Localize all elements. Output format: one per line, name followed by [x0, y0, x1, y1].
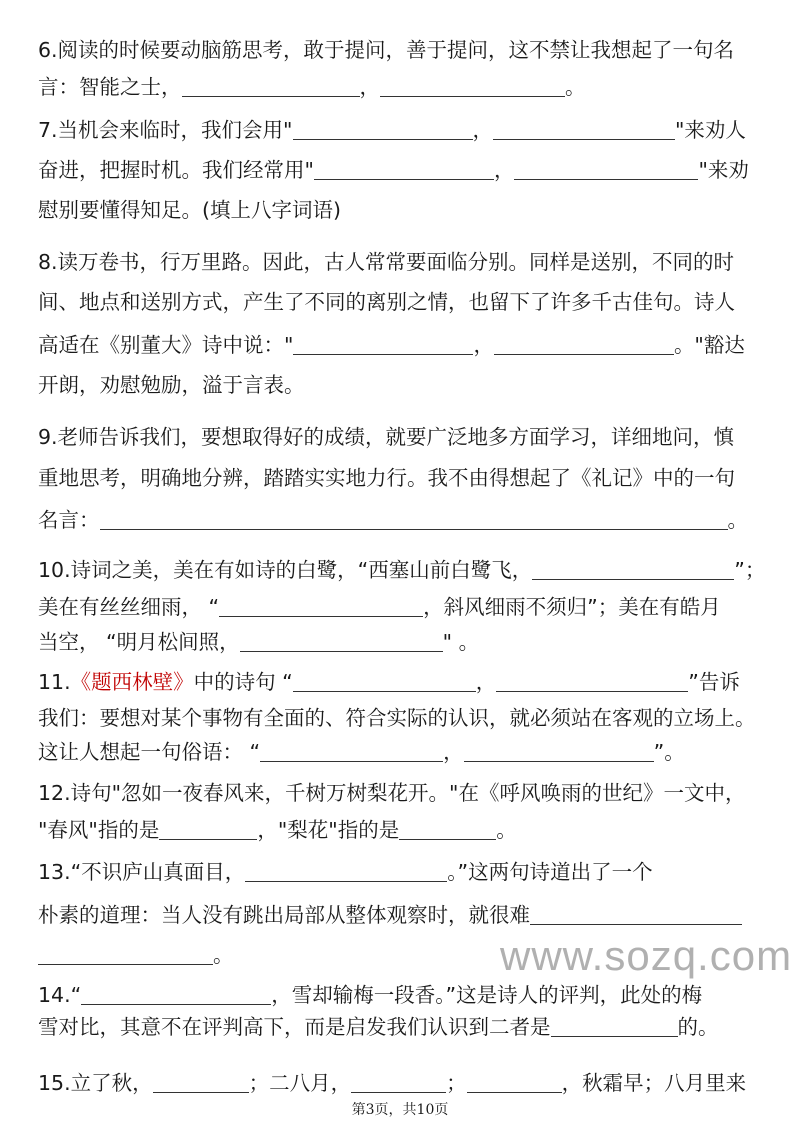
q9-line1: 9.老师告诉我们，要想取得好的成绩，就要广泛地多方面学习，详细地问，慎 — [38, 425, 735, 449]
answer-blank[interactable] — [551, 1016, 678, 1037]
answer-blank[interactable] — [464, 741, 654, 762]
text: ，雪却输梅一段香。”这是诗人的评判，此处的梅 — [271, 983, 703, 1007]
answer-blank[interactable] — [245, 861, 447, 882]
text: ”； — [734, 558, 766, 582]
text: " 。 — [442, 630, 480, 654]
text: ， — [475, 670, 497, 694]
text: ，"梨花"指的是 — [257, 818, 400, 842]
answer-blank[interactable] — [159, 819, 257, 840]
answer-blank[interactable] — [399, 819, 496, 840]
text: 中的诗句 “ — [193, 670, 293, 694]
answer-blank[interactable] — [293, 119, 473, 140]
page-number: 第3页，共10页 — [351, 1102, 449, 1118]
answer-blank[interactable] — [514, 159, 698, 180]
q7-line3: 慰别要懂得知足。(填上八字词语) — [38, 198, 341, 222]
q6-line2 — [38, 73, 586, 101]
answer-blank[interactable] — [496, 671, 688, 692]
text: 的。 — [677, 1015, 719, 1039]
text: ，斜风细雨不须归”；美在有皓月 — [423, 595, 721, 619]
text: ， — [443, 740, 464, 764]
q14-line1 — [38, 981, 702, 1009]
text: 7.当机会来临时，我们会用" — [38, 118, 293, 142]
answer-blank[interactable] — [467, 1072, 562, 1093]
poem-title: 《题西林壁》 — [70, 670, 194, 694]
answer-blank[interactable] — [240, 631, 443, 652]
text: "来劝 — [698, 158, 749, 182]
q10-line1 — [38, 556, 765, 584]
text: 15.立了秋， — [38, 1071, 153, 1095]
answer-blank[interactable] — [293, 671, 476, 692]
text: ， — [493, 158, 515, 182]
text: ， — [473, 333, 494, 357]
text: ”告诉 — [688, 670, 740, 694]
q8-line4: 开朗，劝慰勉励，溢于言表。 — [38, 373, 305, 397]
q9-line2: 重地思考，明确地分辨，踏踏实实地力行。我不由得想起了《礼记》中的一句 — [38, 466, 735, 490]
text: 名言： — [38, 508, 100, 532]
text: 。”这两句诗道出了一个 — [447, 860, 653, 884]
text: 奋进，把握时机。我们经常用" — [38, 158, 314, 182]
text: 。 — [213, 943, 234, 967]
q12-line1: 12.诗句"忽如一夜春风来，千树万树梨花开。"在《呼风唤雨的世纪》一文中， — [38, 781, 746, 805]
q9-line3 — [38, 506, 748, 534]
q10-line2 — [38, 593, 721, 621]
text: ；二八月， — [248, 1071, 352, 1095]
answer-blank[interactable] — [100, 509, 728, 530]
q15-line1 — [38, 1069, 746, 1097]
text: 言：智能之士， — [38, 75, 182, 99]
answer-blank[interactable] — [494, 334, 674, 355]
text: ， — [359, 75, 380, 99]
text: "来劝人 — [675, 118, 746, 142]
answer-blank[interactable] — [182, 76, 360, 97]
q8-line3 — [38, 331, 745, 359]
answer-blank[interactable] — [81, 984, 271, 1005]
q13-line3 — [38, 941, 234, 969]
text: ； — [446, 1071, 467, 1095]
answer-blank[interactable] — [530, 904, 742, 925]
answer-blank[interactable] — [38, 944, 213, 965]
text: 当空， “明月松间照， — [38, 630, 240, 654]
answer-blank[interactable] — [532, 559, 734, 580]
text: 。 — [565, 75, 586, 99]
q11-line3 — [38, 738, 685, 766]
answer-blank[interactable] — [380, 76, 565, 97]
text: 14.“ — [38, 983, 82, 1007]
text: 11. — [38, 670, 71, 694]
q11-line1 — [38, 668, 740, 696]
text: 雪对比，其意不在评判高下，而是启发我们认识到二者是 — [38, 1015, 551, 1039]
q7-line2 — [38, 156, 749, 184]
text: "春风"指的是 — [38, 818, 160, 842]
text: 这让人想起一句俗语： “ — [38, 740, 261, 764]
text: ”。 — [653, 740, 685, 764]
q10-line3 — [38, 628, 479, 656]
text: 10.诗词之美，美在有如诗的白鹭，“西塞山前白鹭飞， — [38, 558, 533, 582]
q13-line1 — [38, 858, 653, 886]
text: ，秋霜早；八月里来 — [561, 1071, 747, 1095]
text: 。"豁达 — [673, 333, 745, 357]
q12-line2 — [38, 816, 517, 844]
q8-line2: 间、地点和送别方式，产生了不同的离别之情，也留下了许多千古佳句。诗人 — [38, 290, 735, 314]
text: 。 — [727, 508, 748, 532]
text: 美在有丝丝细雨， “ — [38, 595, 220, 619]
q11-line2: 我们：要想对某个事物有全面的、符合实际的认识，就必须站在客观的立场上。 — [38, 706, 756, 730]
q7-line1 — [38, 116, 746, 144]
answer-blank[interactable] — [314, 159, 494, 180]
answer-blank[interactable] — [153, 1072, 249, 1093]
answer-blank[interactable] — [219, 596, 423, 617]
text: 高适在《别董大》诗中说：" — [38, 333, 294, 357]
q6-line1: 6.阅读的时候要动脑筋思考，敢于提问，善于提问，这不禁让我想起了一句名 — [38, 38, 735, 62]
answer-blank[interactable] — [351, 1072, 446, 1093]
answer-blank[interactable] — [493, 119, 675, 140]
text: ， — [472, 118, 493, 142]
text: 。 — [496, 818, 517, 842]
answer-blank[interactable] — [293, 334, 473, 355]
q8-line1: 8.读万卷书，行万里路。因此，古人常常要面临分别。同样是送别，不同的时 — [38, 250, 735, 274]
text: 13.“不识庐山真面目， — [38, 860, 246, 884]
text: 朴素的道理：当人没有跳出局部从整体观察时，就很难 — [38, 903, 530, 927]
q14-line2 — [38, 1013, 719, 1041]
watermark: www.sozq.com — [500, 932, 793, 979]
q13-line2 — [38, 901, 742, 929]
answer-blank[interactable] — [260, 741, 443, 762]
